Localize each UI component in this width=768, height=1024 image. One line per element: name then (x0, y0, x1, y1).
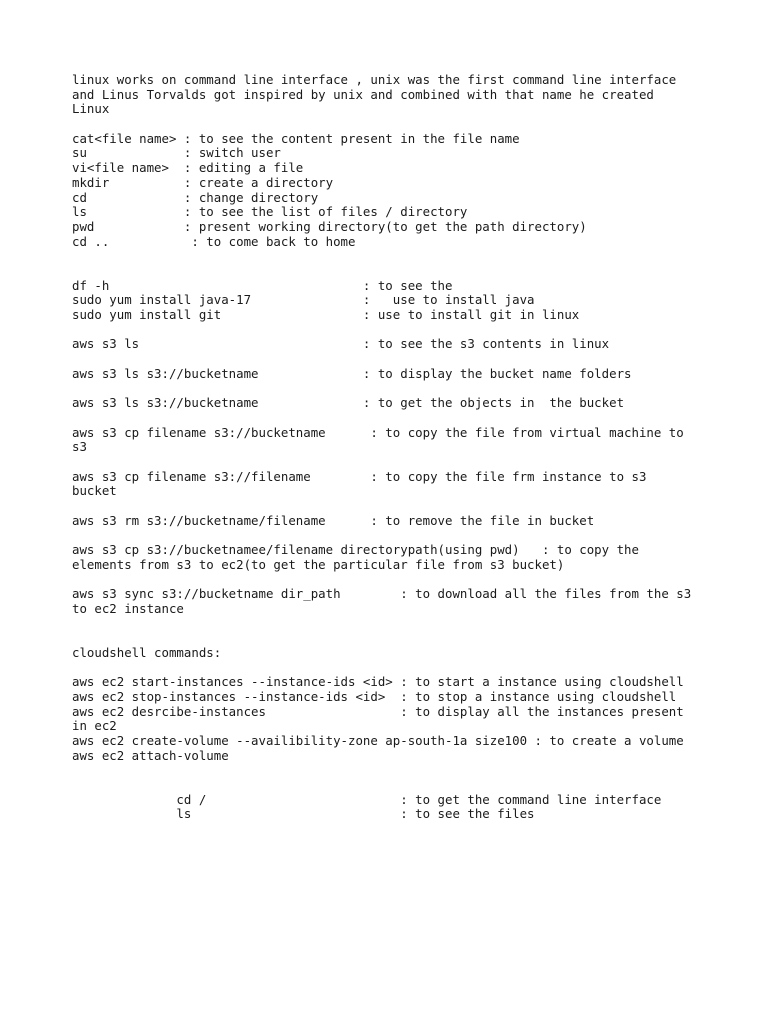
text-line: Linux (72, 101, 110, 117)
text-line (72, 411, 722, 426)
text-line (72, 528, 722, 543)
text-line (72, 381, 722, 396)
text-line: aws ec2 start-instances --instance-ids <id> : to start a instance using cloudshell (72, 674, 684, 690)
text-line (72, 616, 722, 631)
document-page (72, 73, 722, 822)
text-line: aws ec2 stop-instances --instance-ids <id> : to stop a instance using cloudshell (72, 688, 677, 704)
text-line: s3 (72, 439, 87, 455)
text-line: bucket (72, 483, 117, 499)
text-line: pwd : present working directory(to get the path directory) (72, 218, 587, 234)
text-line: aws s3 ls s3://bucketname : to display the bucket name folders (72, 365, 632, 381)
text-line: cd .. : to come back to home (72, 233, 356, 249)
text-line: linux works on command line interface , unix was the first command line interface (72, 72, 677, 87)
text-line: su : switch user (72, 145, 281, 161)
text-line: aws s3 cp s3://bucketnamee/filename directorypath(using pwd) : to copy the (72, 542, 639, 557)
text-line: aws ec2 create-volume --availibility-zone ap-south-1a size100 : to create a volume (72, 732, 684, 748)
text-line (72, 352, 722, 367)
text-line (72, 778, 722, 793)
text-line: aws s3 ls : to see the s3 contents in linux (72, 336, 610, 352)
text-line: sudo yum install git : use to install git in linux (72, 307, 580, 322)
text-line: elements from s3 to ec2(to get the particular file from s3 bucket) (72, 556, 565, 572)
text-line: and Linus Torvalds got inspired by unix and combined with that name he created (72, 86, 654, 102)
text-line: aws ec2 desrcibe-instances : to display all the instances present (72, 703, 684, 719)
text-line (72, 264, 722, 279)
text-line: aws s3 rm s3://bucketname/filename : to remove the file in bucket (72, 512, 595, 528)
text-line: ls : to see the list of files / directory (72, 204, 468, 220)
text-line: sudo yum install java-17 : use to install java (72, 292, 535, 308)
text-line: aws s3 cp filename s3://filename : to copy the file frm instance to s3 (72, 468, 647, 484)
text-line: aws s3 sync s3://bucketname dir_path : to download all the files from the s3 (72, 586, 692, 602)
text-line (72, 249, 722, 264)
text-line: df -h : to see the (72, 277, 453, 293)
text-line (72, 323, 722, 338)
text-line (72, 763, 722, 778)
text-line: cd : change directory (72, 189, 319, 205)
text-line (72, 631, 722, 646)
text-line (72, 455, 722, 470)
text-line (72, 117, 722, 132)
text-line (72, 499, 722, 514)
text-line: vi<file name> : editing a file (72, 160, 304, 176)
text-line (72, 572, 722, 587)
text-line: aws s3 cp filename s3://bucketname : to copy the file from virtual machine to (72, 424, 684, 440)
text-line: aws s3 ls s3://bucketname : to get the objects in the bucket (72, 395, 625, 411)
text-line (72, 661, 722, 676)
text-line: aws ec2 attach-volume (72, 747, 229, 763)
text-line: to ec2 instance (72, 600, 184, 616)
text-line: cat<file name> : to see the content present in the file name (72, 130, 520, 146)
text-line: cloudshell commands: (72, 644, 222, 660)
text-line: ls : to see the files (72, 806, 535, 822)
text-line: cd / : to get the command line interface (72, 791, 662, 807)
text-line: in ec2 (72, 718, 117, 734)
text-line: mkdir : create a directory (72, 174, 334, 190)
